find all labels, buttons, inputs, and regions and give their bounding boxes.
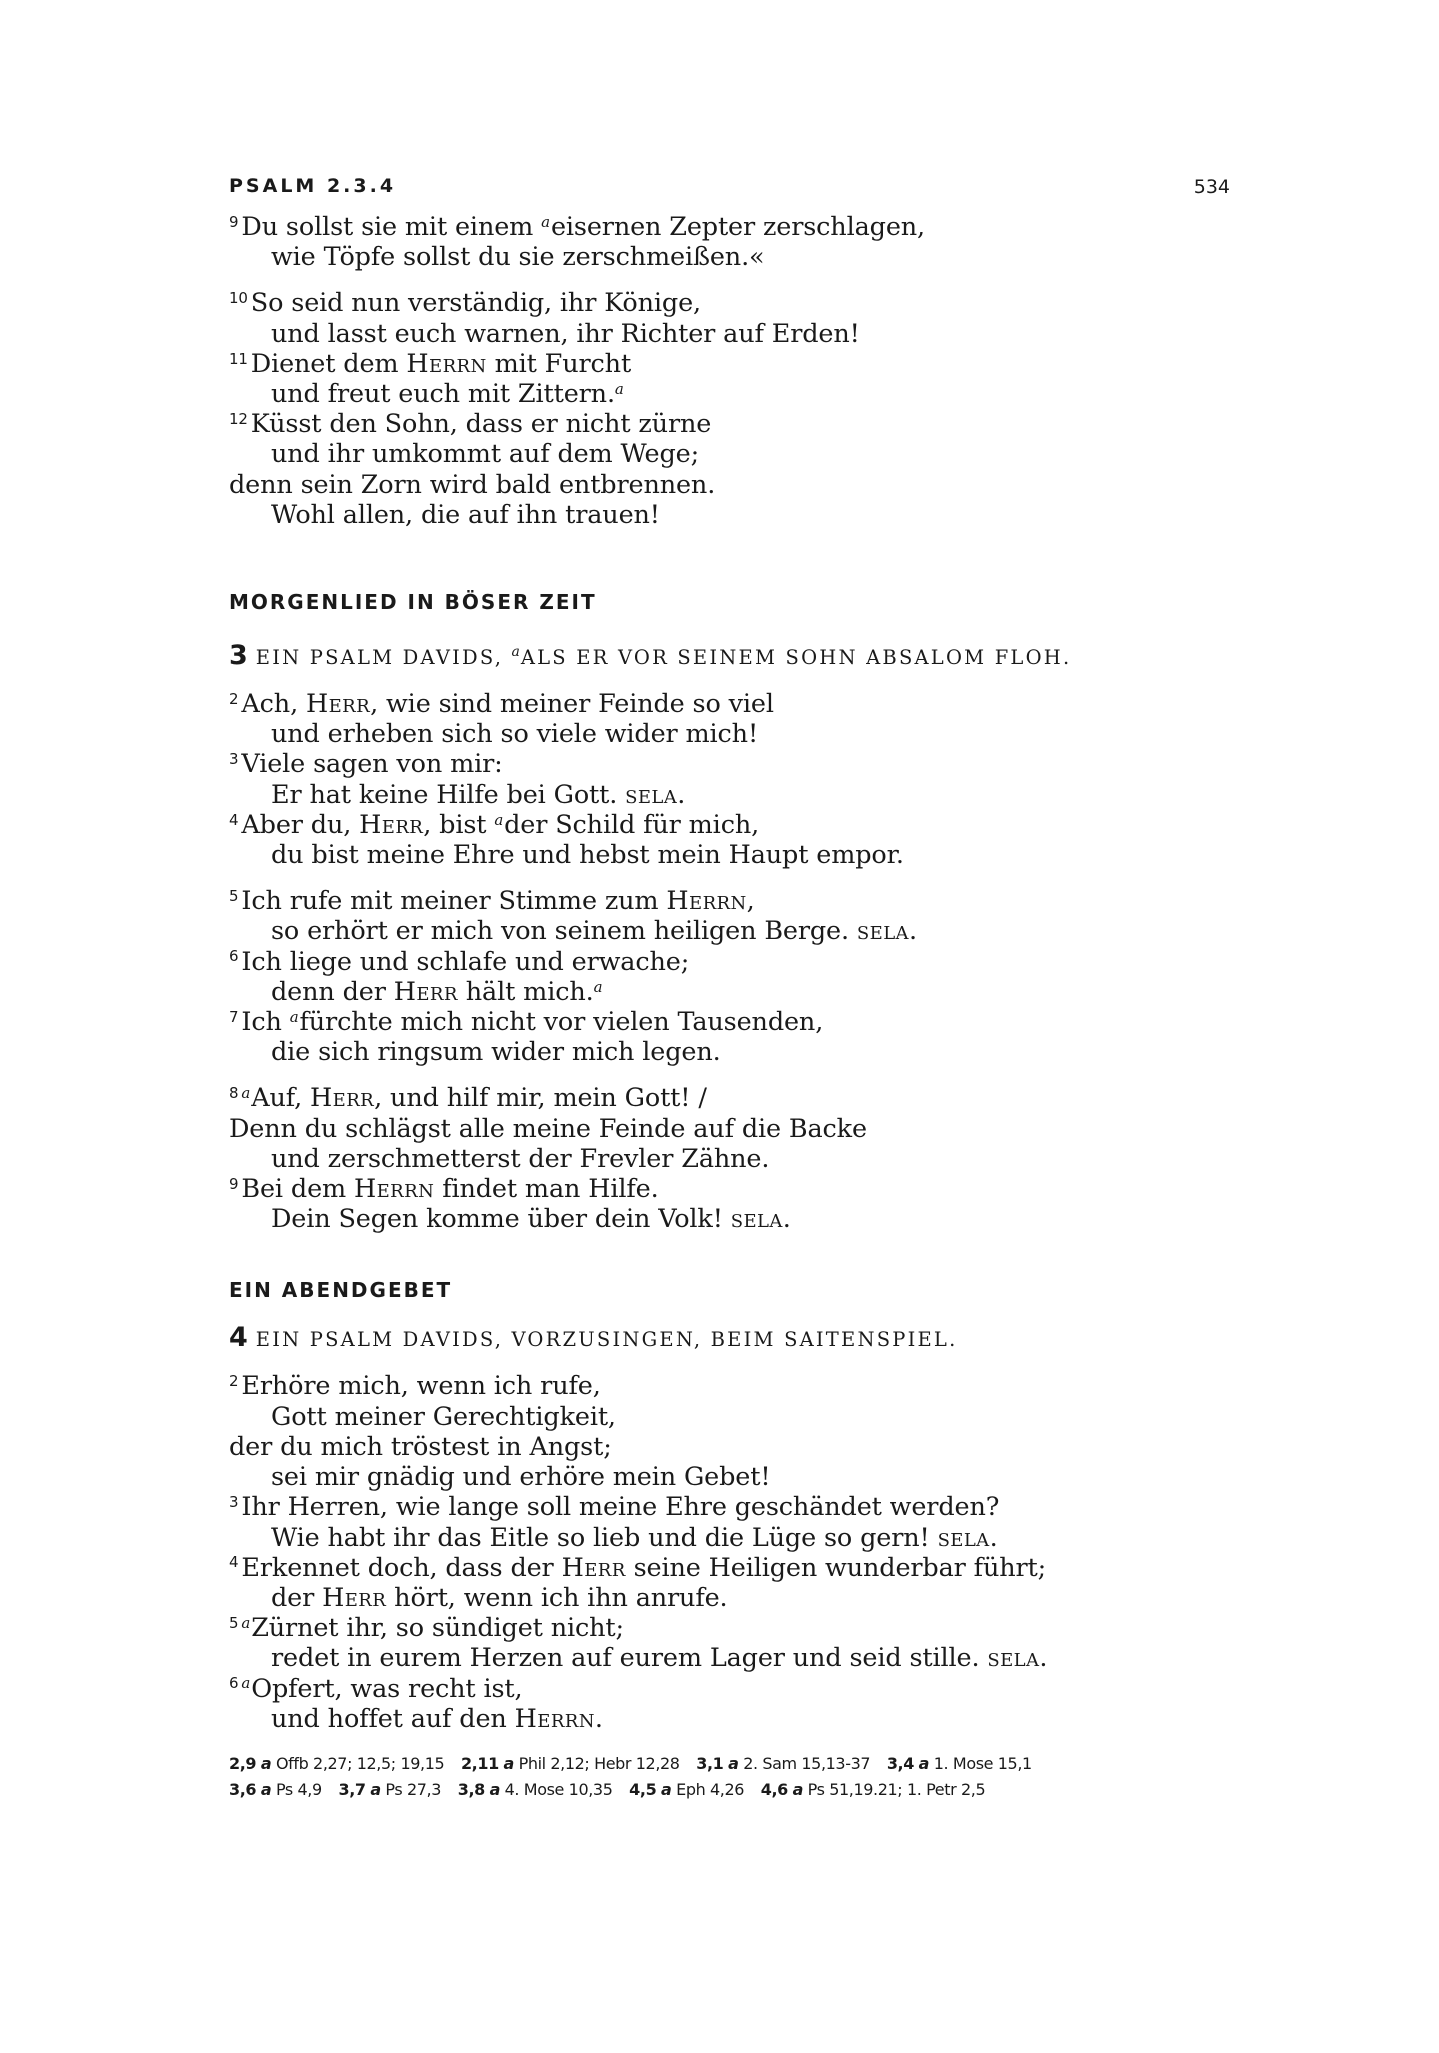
footnote-marker: a <box>289 1007 299 1026</box>
footnote-text: Ps 51,19.21; 1. Petr 2,5 <box>807 1780 986 1799</box>
psalm-3-stanza <box>229 886 1229 1067</box>
verse-text: fürchte mich nicht vor vielen Tausenden, <box>299 1007 824 1038</box>
verse-text: findet man Hilfe. <box>434 1174 659 1205</box>
sela-marker: sela <box>856 916 909 947</box>
psalm-3-stanza <box>229 1083 1229 1234</box>
verse-text: Ich <box>241 1007 290 1038</box>
verse-text: , <box>746 886 755 917</box>
verse-line <box>229 947 1229 977</box>
verse-line: und ihr umkommt auf dem Wege; <box>271 439 700 470</box>
footnote-mark: a <box>918 1754 930 1773</box>
verse-text: hört, wenn ich ihn anrufe. <box>386 1582 728 1613</box>
footnote-text: 1. Mose 15,1 <box>933 1754 1032 1773</box>
verse-line <box>229 1613 1229 1643</box>
verse-text: Opfert, was recht ist, <box>251 1673 523 1704</box>
verse-number: 2 <box>229 1372 239 1391</box>
footnote-text: Phil 2,12; Hebr 12,28 <box>518 1754 680 1773</box>
footnote-entry <box>229 1754 444 1773</box>
verse-text: Ach, <box>241 689 306 720</box>
footnote-mark: a <box>503 1754 514 1773</box>
psalm-4-stanza <box>229 1371 1229 1733</box>
psalm-number: 3 <box>229 640 248 672</box>
verse-line <box>229 916 1229 946</box>
verse-text: Er hat keine Hilfe bei Gott. <box>271 779 626 810</box>
verse-line: Wohl allen, die auf ihn trauen! <box>271 499 660 530</box>
footnote-entry <box>887 1754 1032 1773</box>
verse-text: redet in eurem Herzen auf eurem Lager und seid stille. <box>271 1643 988 1674</box>
superscription-text: EIN PSALM DAVIDS, VORZUSINGEN, BEIM SAITENSPIEL. <box>255 1328 958 1352</box>
verse-number: 5 <box>229 887 239 905</box>
footnote-marker: a <box>241 1613 251 1632</box>
verse-text: der Schild für mich, <box>504 809 760 840</box>
verse-number: 4 <box>229 1553 239 1572</box>
footnote-ref: 3,7 <box>338 1780 366 1799</box>
body-text <box>229 212 1229 1734</box>
divine-name: Herr <box>322 1582 387 1613</box>
section-heading: EIN ABENDGEBET <box>229 1278 453 1303</box>
footnote-mark: a <box>661 1780 672 1799</box>
verse-line: denn sein Zorn wird bald entbrennen. <box>229 469 716 500</box>
verse-text: Auf, <box>251 1083 311 1114</box>
footnote-text: 2. Sam 15,13-37 <box>743 1754 871 1773</box>
footnote-mark: a <box>489 1780 500 1799</box>
verse-line <box>229 1674 1229 1704</box>
verse-number: 6 <box>229 947 239 966</box>
footnote-entry <box>461 1754 680 1773</box>
verse-line <box>229 780 1229 810</box>
verse-text: Erkennet doch, dass der <box>241 1552 562 1583</box>
verse-text: , und hilf mir, mein Gott! / <box>374 1083 707 1114</box>
verse-number: 5 <box>229 1613 239 1632</box>
verse-text: . <box>908 916 917 947</box>
superscription-text: EIN PSALM DAVIDS, <box>255 646 512 670</box>
verse-text: Wie habt ihr das Eitle so lieb und die Lüge so gern! <box>271 1522 938 1553</box>
verse-text: und hoffet auf den <box>271 1703 515 1734</box>
psalm-2-stanza <box>229 212 1229 272</box>
verse-line: und zerschmetterst der Frevler Zähne. <box>271 1143 770 1174</box>
verse-line <box>229 886 1229 916</box>
footnote-text: Ps 27,3 <box>385 1780 442 1799</box>
verse-line <box>229 1007 1229 1037</box>
footnote-marker: a <box>241 1084 251 1103</box>
running-head: PSALM 2.3.4 <box>229 175 397 197</box>
verse-line <box>229 379 1229 409</box>
verse-text: so erhört er mich von seinem heiligen Berge. <box>271 916 857 947</box>
verse-text: . <box>1039 1643 1048 1674</box>
divine-name: Herrn <box>514 1703 595 1734</box>
verse-line <box>229 288 1229 318</box>
verse-line <box>229 409 1229 439</box>
footnote-entry <box>338 1780 441 1799</box>
divine-name: Herrn <box>406 348 487 379</box>
footnote-ref: 3,6 <box>229 1780 257 1799</box>
sela-marker: sela <box>937 1522 990 1553</box>
footnote-ref: 3,1 <box>696 1754 724 1773</box>
verse-line <box>229 1523 1229 1553</box>
footnote-marker: a <box>614 379 624 398</box>
verse-text: . <box>782 1204 791 1235</box>
verse-text: So seid nun verständig, ihr Könige, <box>250 288 701 319</box>
verse-line <box>229 1704 1229 1734</box>
verse-text: Ich liege und schlafe und erwache; <box>241 946 690 977</box>
verse-text: Erhöre mich, wenn ich rufe, <box>241 1371 601 1402</box>
verse-line <box>229 689 1229 719</box>
footnote-marker: a <box>511 644 520 661</box>
verse-line <box>229 1553 1229 1583</box>
footnote-mark: a <box>260 1754 272 1773</box>
divine-name: Herrn <box>354 1174 435 1205</box>
footnote-text: Eph 4,26 <box>676 1780 745 1799</box>
verse-line <box>229 1643 1229 1673</box>
verse-text: Du sollst sie mit einem <box>241 212 542 242</box>
page-number: 534 <box>1193 176 1230 198</box>
verse-text: Viele sagen von mir: <box>241 749 503 780</box>
verse-text: der <box>271 1582 323 1613</box>
footnote-marker: a <box>494 810 504 829</box>
verse-line: sei mir gnädig und erhöre mein Gebet! <box>271 1462 771 1493</box>
verse-text: Ihr Herren, wie lange soll meine Ehre geschändet werden? <box>241 1492 1000 1523</box>
footnote-ref: 4,5 <box>629 1780 657 1799</box>
verse-line: der du mich tröstest in Angst; <box>229 1431 612 1462</box>
superscription-text: ALS ER VOR SEINEM SOHN ABSALOM FLOH. <box>520 646 1072 670</box>
verse-line: die sich ringsum wider mich legen. <box>271 1037 721 1068</box>
verse-line <box>229 1083 1229 1113</box>
divine-name: Herr <box>310 1083 375 1114</box>
footnote-mark: a <box>370 1780 381 1799</box>
verse-line <box>229 1371 1229 1401</box>
psalm-number: 4 <box>229 1322 248 1354</box>
footnote-ref: 3,8 <box>457 1780 485 1799</box>
footnote-ref: 2,9 <box>229 1754 257 1773</box>
footnote-text: 4. Mose 10,35 <box>504 1780 613 1799</box>
verse-text: seine Heiligen wunderbar führt; <box>625 1552 1047 1583</box>
verse-line <box>229 212 1229 242</box>
divine-name: Herr <box>306 689 371 720</box>
footnote-text: Ps 4,9 <box>275 1780 322 1799</box>
verse-line <box>229 1583 1229 1613</box>
verse-line <box>229 1492 1229 1522</box>
footnote-marker: a <box>241 1674 251 1693</box>
verse-text: Dein Segen komme über dein Volk! <box>271 1204 731 1235</box>
footnote-ref: 2,11 <box>460 1754 499 1773</box>
divine-name: Herrn <box>666 886 747 917</box>
footnote-mark: a <box>728 1754 739 1773</box>
verse-line <box>229 749 1229 779</box>
verse-line <box>229 1204 1229 1234</box>
sela-marker: sela <box>730 1204 783 1235</box>
verse-text: hält mich. <box>457 976 594 1007</box>
verse-number: 2 <box>229 689 239 708</box>
footnote-line <box>229 1777 1229 1803</box>
verse-number: 9 <box>229 1174 239 1193</box>
verse-line: und erheben sich so viele wider mich! <box>271 719 759 750</box>
verse-text: Aber du, <box>241 809 360 840</box>
sela-marker: sela <box>987 1643 1040 1674</box>
footnote-entry <box>696 1754 870 1773</box>
verse-line <box>229 1174 1229 1204</box>
psalm-3-stanza <box>229 689 1229 870</box>
verse-number: 3 <box>229 1493 239 1512</box>
footnote-entry <box>629 1780 744 1799</box>
verse-text: Küsst den Sohn, dass er nicht zürne <box>250 409 712 440</box>
verse-text: . <box>989 1522 998 1553</box>
footnote-line <box>229 1751 1229 1777</box>
verse-number: 8 <box>229 1084 239 1103</box>
verse-text: , wie sind meiner Feinde so viel <box>370 689 774 720</box>
verse-text: Bei dem <box>241 1174 354 1205</box>
verse-number: 6 <box>229 1674 239 1693</box>
verse-line: wie Töpfe sollst du sie zerschmeißen.« <box>271 242 765 273</box>
verse-number: 10 <box>229 289 248 308</box>
divine-name: Herr <box>359 809 424 840</box>
verse-line: und lasst euch warnen, ihr Richter auf Erden! <box>271 318 860 349</box>
verse-text: mit Furcht <box>486 348 632 379</box>
verse-line: Denn du schlägst alle meine Feinde auf die Backe <box>229 1113 867 1144</box>
divine-name: Herr <box>393 976 458 1007</box>
divine-name: Herr <box>561 1552 626 1583</box>
footnote-mark: a <box>792 1780 803 1799</box>
psalm-superscription <box>229 1322 1229 1353</box>
sela-marker: sela <box>625 779 678 810</box>
verse-line <box>229 810 1229 840</box>
footnote-ref: 4,6 <box>760 1780 788 1799</box>
verse-line <box>229 349 1229 379</box>
footnote-marker: a <box>541 212 550 231</box>
footnote-entry <box>458 1780 613 1799</box>
verse-number: 11 <box>229 349 248 368</box>
section-heading: MORGENLIED IN BÖSER ZEIT <box>229 590 597 615</box>
verse-text: Ich rufe mit meiner Stimme zum <box>241 886 667 917</box>
footnote-entry <box>229 1780 322 1799</box>
verse-text: Dienet dem <box>250 348 407 379</box>
verse-line: du bist meine Ehre und hebst mein Haupt empor. <box>271 840 904 871</box>
footnote-text: Offb 2,27; 12,5; 19,15 <box>275 1754 445 1773</box>
footnotes <box>229 1751 1229 1803</box>
verse-text: . <box>677 779 686 810</box>
verse-number: 12 <box>229 409 248 428</box>
verse-text: . <box>594 1703 603 1734</box>
verse-number: 4 <box>229 810 239 829</box>
psalm-superscription <box>229 640 1229 671</box>
verse-line: Gott meiner Gerechtigkeit, <box>271 1401 616 1432</box>
verse-text: Zürnet ihr, so sündiget nicht; <box>251 1613 624 1644</box>
verse-text: , bist <box>423 809 495 840</box>
verse-number: 7 <box>229 1007 239 1026</box>
psalm-2-stanza <box>229 288 1229 530</box>
footnote-mark: a <box>260 1780 272 1799</box>
verse-text: und freut euch mit Zittern. <box>271 379 615 410</box>
footnote-ref: 3,4 <box>886 1754 914 1773</box>
footnote-entry <box>761 1780 986 1799</box>
verse-text: eisernen Zepter zerschlagen, <box>550 212 925 242</box>
footnote-marker: a <box>593 977 603 996</box>
verse-line <box>229 977 1229 1007</box>
verse-number: 9 <box>229 212 239 231</box>
verse-number: 3 <box>229 750 239 769</box>
verse-text: denn der <box>271 976 394 1007</box>
